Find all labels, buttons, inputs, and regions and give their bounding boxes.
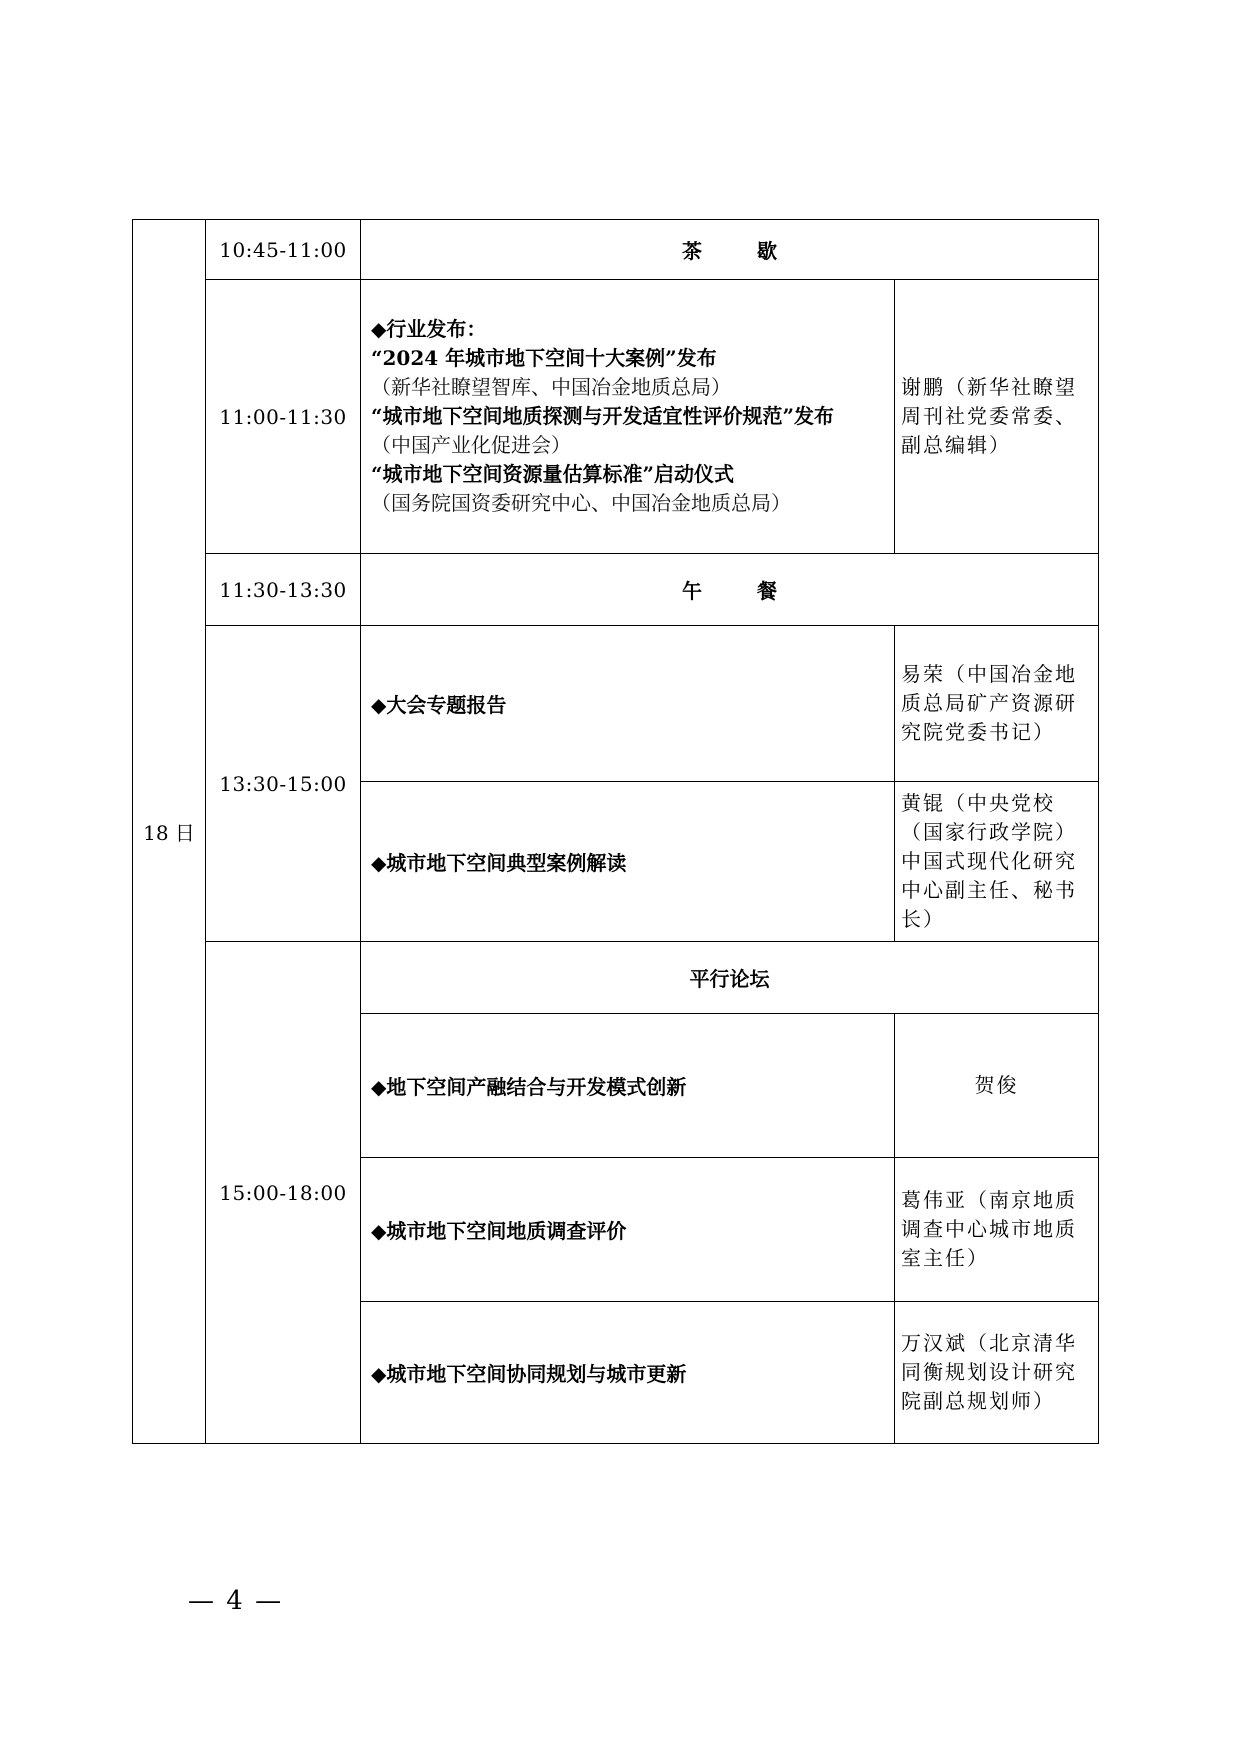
time-cell: 10:45-11:00 (206, 220, 361, 280)
release-note-2: （中国产业化促进会） (371, 433, 571, 457)
release-line-1: “2024 年城市地下空间十大案例”发布 (371, 346, 717, 370)
time-cell: 13:30-15:00 (206, 626, 361, 942)
release-note-3: （国务院国资委研究中心、中国冶金地质总局） (371, 491, 791, 515)
speaker-cell: 万汉斌（北京清华同衡规划设计研究院副总规划师） (895, 1302, 1099, 1444)
agenda-item: ◆城市地下空间协同规划与城市更新 (361, 1302, 895, 1444)
row-keynote (133, 626, 1099, 782)
row-release (133, 280, 1099, 554)
time-cell: 15:00-18:00 (206, 942, 361, 1444)
tea-break-title: 茶 歇 (682, 239, 801, 263)
release-block (361, 280, 895, 554)
agenda-item: ◆地下空间产融结合与开发模式创新 (361, 1014, 895, 1158)
row-forum-title (133, 942, 1099, 1014)
speaker-cell: 葛伟亚（南京地质调查中心城市地质室主任） (895, 1158, 1099, 1302)
page-number: — 4 — (188, 1586, 284, 1616)
schedule-table (132, 219, 1099, 1444)
release-heading: ◆行业发布： (371, 317, 487, 341)
speaker-cell: 黄锟（中央党校（国家行政学院）中国式现代化研究中心副主任、秘书长） (895, 782, 1099, 942)
speaker-cell: 易荣（中国冶金地质总局矿产资源研究院党委书记） (895, 626, 1099, 782)
speaker-cell: 谢鹏（新华社瞭望周刊社党委常委、副总编辑） (895, 280, 1099, 554)
row-tea-break (133, 220, 1099, 280)
row-lunch (133, 554, 1099, 626)
agenda-item: ◆城市地下空间典型案例解读 (361, 782, 895, 942)
release-line-2: “城市地下空间地质探测与开发适宜性评价规范”发布 (371, 404, 835, 428)
day-cell: 18 日 (133, 220, 206, 1444)
agenda-item: ◆大会专题报告 (361, 626, 895, 782)
session-title (361, 220, 1099, 280)
speaker-cell: 贺俊 (895, 1014, 1099, 1158)
lunch-title: 午 餐 (682, 579, 801, 603)
agenda-item: ◆城市地下空间地质调查评价 (361, 1158, 895, 1302)
session-title (361, 554, 1099, 626)
release-note-1: （新华社瞭望智库、中国冶金地质总局） (371, 375, 731, 399)
time-cell: 11:30-13:30 (206, 554, 361, 626)
release-line-3: “城市地下空间资源量估算标准”启动仪式 (371, 462, 735, 486)
time-cell: 11:00-11:30 (206, 280, 361, 554)
forum-title: 平行论坛 (361, 942, 1099, 1014)
